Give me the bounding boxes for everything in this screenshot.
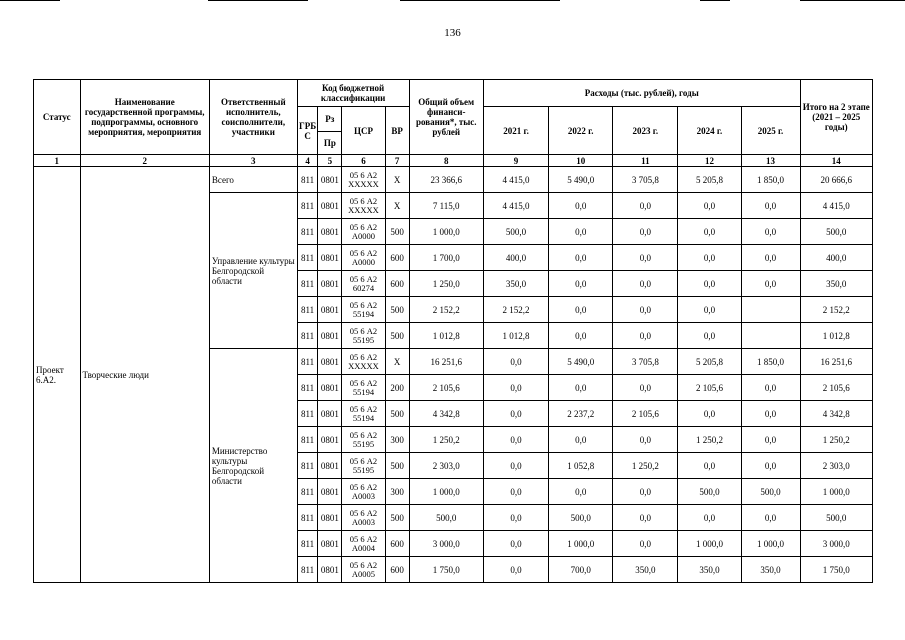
stage-total-cell: 1 250,2 xyxy=(800,427,873,453)
year-2023-cell: 0,0 xyxy=(613,479,678,505)
column-number: 6 xyxy=(342,155,385,167)
executor-cell: Министерство культуры Белгородской области xyxy=(209,349,297,583)
year-2022-cell: 500,0 xyxy=(549,505,613,531)
year-2022-cell: 0,0 xyxy=(549,245,613,271)
csr-cell: 05 6 А2 XXXXX xyxy=(342,349,385,375)
vr-cell: 300 xyxy=(385,427,409,453)
header-pr: Пр xyxy=(318,132,342,155)
vr-cell: 500 xyxy=(385,453,409,479)
year-2024-cell: 0,0 xyxy=(678,193,741,219)
year-2021-cell: 0,0 xyxy=(483,479,548,505)
top-edge-line xyxy=(0,0,60,1)
csr-cell: 05 6 А2 А0004 xyxy=(342,531,385,557)
year-2025-cell: 1 000,0 xyxy=(741,531,800,557)
vr-cell: 500 xyxy=(385,323,409,349)
total-cell: 500,0 xyxy=(409,505,483,531)
grbs-cell: 811 xyxy=(297,167,318,193)
top-edge-line xyxy=(208,0,308,1)
header-2022: 2022 г. xyxy=(549,107,613,155)
csr-cell: 05 6 А2 А0003 xyxy=(342,505,385,531)
rzpr-cell: 0801 xyxy=(318,453,342,479)
year-2025-cell: 0,0 xyxy=(741,427,800,453)
year-2022-cell: 0,0 xyxy=(549,271,613,297)
year-2023-cell: 0,0 xyxy=(613,323,678,349)
stage-total-cell: 4 415,0 xyxy=(800,193,873,219)
csr-cell: 05 6 А2 55195 xyxy=(342,323,385,349)
column-number: 1 xyxy=(34,155,81,167)
year-2021-cell: 2 152,2 xyxy=(483,297,548,323)
year-2023-cell: 0,0 xyxy=(613,193,678,219)
year-2024-cell: 0,0 xyxy=(678,505,741,531)
header-name: Наименование государственной программы, подпрограммы, основного мероприятия, мероприятия xyxy=(80,80,209,155)
year-2023-cell: 1 250,2 xyxy=(613,453,678,479)
year-2024-cell: 350,0 xyxy=(678,557,741,583)
executor-cell: Управление культуры Белгородской области xyxy=(209,193,297,349)
year-2024-cell: 5 205,8 xyxy=(678,349,741,375)
year-2025-cell: 350,0 xyxy=(741,557,800,583)
csr-cell: 05 6 А2 А0005 xyxy=(342,557,385,583)
stage-total-cell: 500,0 xyxy=(800,219,873,245)
stage-total-cell: 2 303,0 xyxy=(800,453,873,479)
rzpr-cell: 0801 xyxy=(318,167,342,193)
grbs-cell: 811 xyxy=(297,401,318,427)
rzpr-cell: 0801 xyxy=(318,219,342,245)
grbs-cell: 811 xyxy=(297,323,318,349)
grbs-cell: 811 xyxy=(297,557,318,583)
stage-total-cell: 2 105,6 xyxy=(800,375,873,401)
column-number: 7 xyxy=(385,155,409,167)
vr-cell: 500 xyxy=(385,297,409,323)
vr-cell: 500 xyxy=(385,505,409,531)
year-2022-cell: 0,0 xyxy=(549,375,613,401)
year-2024-cell: 1 250,2 xyxy=(678,427,741,453)
header-2024: 2024 г. xyxy=(678,107,741,155)
year-2022-cell: 1 052,8 xyxy=(549,453,613,479)
year-2022-cell: 700,0 xyxy=(549,557,613,583)
rzpr-cell: 0801 xyxy=(318,271,342,297)
stage-total-cell: 1 000,0 xyxy=(800,479,873,505)
total-cell: 3 000,0 xyxy=(409,531,483,557)
year-2021-cell: 4 415,0 xyxy=(483,193,548,219)
rzpr-cell: 0801 xyxy=(318,245,342,271)
total-cell: 1 700,0 xyxy=(409,245,483,271)
grbs-cell: 811 xyxy=(297,427,318,453)
csr-cell: 05 6 А2 55195 xyxy=(342,427,385,453)
vr-cell: 500 xyxy=(385,219,409,245)
stage-total-cell: 350,0 xyxy=(800,271,873,297)
rzpr-cell: 0801 xyxy=(318,505,342,531)
page-number: 136 xyxy=(444,27,461,39)
year-2024-cell: 2 105,6 xyxy=(678,375,741,401)
vr-cell: X xyxy=(385,349,409,375)
rzpr-cell: 0801 xyxy=(318,401,342,427)
header-vr: ВР xyxy=(385,107,409,155)
vr-cell: 600 xyxy=(385,531,409,557)
stage-total-cell: 500,0 xyxy=(800,505,873,531)
year-2023-cell: 0,0 xyxy=(613,427,678,453)
year-2025-cell: 1 850,0 xyxy=(741,349,800,375)
total-cell: 1 750,0 xyxy=(409,557,483,583)
csr-cell: 05 6 А2 А0000 xyxy=(342,245,385,271)
year-2023-cell: 0,0 xyxy=(613,245,678,271)
csr-cell: 05 6 А2 55194 xyxy=(342,375,385,401)
year-2021-cell: 0,0 xyxy=(483,375,548,401)
header-2023: 2023 г. xyxy=(613,107,678,155)
year-2021-cell: 4 415,0 xyxy=(483,167,548,193)
year-2021-cell: 0,0 xyxy=(483,557,548,583)
year-2024-cell: 0,0 xyxy=(678,219,741,245)
csr-cell: 05 6 А2 А0003 xyxy=(342,479,385,505)
year-2023-cell: 0,0 xyxy=(613,531,678,557)
stage-total-cell: 1 750,0 xyxy=(800,557,873,583)
year-2023-cell: 0,0 xyxy=(613,375,678,401)
year-2025-cell xyxy=(741,323,800,349)
csr-cell: 05 6 А2 А0000 xyxy=(342,219,385,245)
year-2024-cell: 0,0 xyxy=(678,453,741,479)
vr-cell: 200 xyxy=(385,375,409,401)
rzpr-cell: 0801 xyxy=(318,427,342,453)
year-2024-cell: 0,0 xyxy=(678,297,741,323)
year-2021-cell: 1 012,8 xyxy=(483,323,548,349)
year-2021-cell: 0,0 xyxy=(483,505,548,531)
csr-cell: 05 6 А2 XXXXX xyxy=(342,167,385,193)
year-2025-cell: 0,0 xyxy=(741,505,800,531)
rzpr-cell: 0801 xyxy=(318,531,342,557)
year-2025-cell: 0,0 xyxy=(741,245,800,271)
header-total-volume: Общий объем финанси-рования*, тыс. рублей xyxy=(409,80,483,155)
year-2022-cell: 0,0 xyxy=(549,193,613,219)
year-2022-cell: 5 490,0 xyxy=(549,349,613,375)
year-2024-cell: 5 205,8 xyxy=(678,167,741,193)
csr-cell: 05 6 А2 XXXXX xyxy=(342,193,385,219)
project-name-cell: Творческие люди xyxy=(80,167,209,583)
column-number: 9 xyxy=(483,155,548,167)
header-expenses: Расходы (тыс. рублей), годы xyxy=(483,80,800,107)
year-2025-cell: 0,0 xyxy=(741,453,800,479)
vr-cell: X xyxy=(385,193,409,219)
year-2025-cell: 500,0 xyxy=(741,479,800,505)
year-2024-cell: 0,0 xyxy=(678,245,741,271)
vr-cell: 300 xyxy=(385,479,409,505)
column-number: 14 xyxy=(800,155,873,167)
total-cell: 1 250,0 xyxy=(409,271,483,297)
year-2024-cell: 500,0 xyxy=(678,479,741,505)
grbs-cell: 811 xyxy=(297,349,318,375)
vr-cell: 600 xyxy=(385,557,409,583)
grbs-cell: 811 xyxy=(297,245,318,271)
grbs-cell: 811 xyxy=(297,271,318,297)
total-cell: 2 105,6 xyxy=(409,375,483,401)
grbs-cell: 811 xyxy=(297,219,318,245)
column-number: 13 xyxy=(741,155,800,167)
table-row xyxy=(34,167,873,193)
status-cell: Проект 6.А2. xyxy=(34,167,81,583)
year-2022-cell: 1 000,0 xyxy=(549,531,613,557)
rzpr-cell: 0801 xyxy=(318,193,342,219)
year-2023-cell: 3 705,8 xyxy=(613,167,678,193)
year-2021-cell: 500,0 xyxy=(483,219,548,245)
column-number: 11 xyxy=(613,155,678,167)
total-cell: 4 342,8 xyxy=(409,401,483,427)
column-number: 8 xyxy=(409,155,483,167)
rzpr-cell: 0801 xyxy=(318,479,342,505)
budget-table xyxy=(33,79,873,583)
year-2022-cell: 0,0 xyxy=(549,219,613,245)
year-2021-cell: 0,0 xyxy=(483,349,548,375)
total-cell: 1 000,0 xyxy=(409,479,483,505)
year-2024-cell: 0,0 xyxy=(678,401,741,427)
year-2025-cell: 1 850,0 xyxy=(741,167,800,193)
year-2022-cell: 0,0 xyxy=(549,297,613,323)
total-cell: 1 250,2 xyxy=(409,427,483,453)
year-2021-cell: 0,0 xyxy=(483,453,548,479)
year-2025-cell: 0,0 xyxy=(741,271,800,297)
year-2023-cell: 0,0 xyxy=(613,219,678,245)
rzpr-cell: 0801 xyxy=(318,557,342,583)
year-2022-cell: 5 490,0 xyxy=(549,167,613,193)
header-csr: ЦСР xyxy=(342,107,385,155)
vr-cell: 600 xyxy=(385,271,409,297)
year-2021-cell: 350,0 xyxy=(483,271,548,297)
header-status: Статус xyxy=(34,80,81,155)
year-2025-cell xyxy=(741,297,800,323)
vr-cell: 600 xyxy=(385,245,409,271)
year-2023-cell: 0,0 xyxy=(613,505,678,531)
year-2021-cell: 0,0 xyxy=(483,531,548,557)
total-cell: 2 303,0 xyxy=(409,453,483,479)
year-2023-cell: 3 705,8 xyxy=(613,349,678,375)
csr-cell: 05 6 А2 55194 xyxy=(342,297,385,323)
column-number: 12 xyxy=(678,155,741,167)
header-stage-total: Итого на 2 этапе (2021 – 2025 годы) xyxy=(800,80,873,155)
year-2021-cell: 0,0 xyxy=(483,427,548,453)
header-responsible: Ответственный исполнитель, соисполнители, участники xyxy=(209,80,297,155)
year-2022-cell: 0,0 xyxy=(549,479,613,505)
stage-total-cell: 1 012,8 xyxy=(800,323,873,349)
stage-total-cell: 2 152,2 xyxy=(800,297,873,323)
year-2025-cell: 0,0 xyxy=(741,375,800,401)
vr-cell: X xyxy=(385,167,409,193)
executor-cell: Всего xyxy=(209,167,297,193)
column-number: 2 xyxy=(80,155,209,167)
year-2024-cell: 0,0 xyxy=(678,271,741,297)
rzpr-cell: 0801 xyxy=(318,349,342,375)
grbs-cell: 811 xyxy=(297,479,318,505)
column-number: 3 xyxy=(209,155,297,167)
column-number: 4 xyxy=(297,155,318,167)
stage-total-cell: 4 342,8 xyxy=(800,401,873,427)
top-edge-line xyxy=(800,0,905,1)
total-cell: 1 012,8 xyxy=(409,323,483,349)
total-cell: 2 152,2 xyxy=(409,297,483,323)
grbs-cell: 811 xyxy=(297,505,318,531)
top-edge-line xyxy=(400,0,560,1)
total-cell: 23 366,6 xyxy=(409,167,483,193)
header-budget-code: Код бюджетной классификации xyxy=(297,80,409,107)
column-number: 5 xyxy=(318,155,342,167)
csr-cell: 05 6 А2 55195 xyxy=(342,453,385,479)
year-2023-cell: 0,0 xyxy=(613,297,678,323)
stage-total-cell: 20 666,6 xyxy=(800,167,873,193)
total-cell: 16 251,6 xyxy=(409,349,483,375)
grbs-cell: 811 xyxy=(297,531,318,557)
grbs-cell: 811 xyxy=(297,375,318,401)
column-number: 10 xyxy=(549,155,613,167)
year-2023-cell: 0,0 xyxy=(613,271,678,297)
year-2021-cell: 400,0 xyxy=(483,245,548,271)
rzpr-cell: 0801 xyxy=(318,323,342,349)
stage-total-cell: 400,0 xyxy=(800,245,873,271)
year-2025-cell: 0,0 xyxy=(741,193,800,219)
stage-total-cell: 3 000,0 xyxy=(800,531,873,557)
year-2021-cell: 0,0 xyxy=(483,401,548,427)
year-2023-cell: 350,0 xyxy=(613,557,678,583)
grbs-cell: 811 xyxy=(297,453,318,479)
header-2025: 2025 г. xyxy=(741,107,800,155)
total-cell: 1 000,0 xyxy=(409,219,483,245)
top-edge-line xyxy=(700,0,730,1)
year-2025-cell: 0,0 xyxy=(741,401,800,427)
rzpr-cell: 0801 xyxy=(318,297,342,323)
header-2021: 2021 г. xyxy=(483,107,548,155)
year-2025-cell: 0,0 xyxy=(741,219,800,245)
year-2024-cell: 1 000,0 xyxy=(678,531,741,557)
total-cell: 7 115,0 xyxy=(409,193,483,219)
csr-cell: 05 6 А2 55194 xyxy=(342,401,385,427)
header-grbs: ГРБ С xyxy=(297,107,318,155)
rzpr-cell: 0801 xyxy=(318,375,342,401)
header-rz: Рз xyxy=(318,107,342,132)
csr-cell: 05 6 А2 60274 xyxy=(342,271,385,297)
year-2022-cell: 0,0 xyxy=(549,427,613,453)
year-2022-cell: 0,0 xyxy=(549,323,613,349)
year-2024-cell: 0,0 xyxy=(678,323,741,349)
year-2023-cell: 2 105,6 xyxy=(613,401,678,427)
stage-total-cell: 16 251,6 xyxy=(800,349,873,375)
grbs-cell: 811 xyxy=(297,193,318,219)
grbs-cell: 811 xyxy=(297,297,318,323)
vr-cell: 500 xyxy=(385,401,409,427)
year-2022-cell: 2 237,2 xyxy=(549,401,613,427)
